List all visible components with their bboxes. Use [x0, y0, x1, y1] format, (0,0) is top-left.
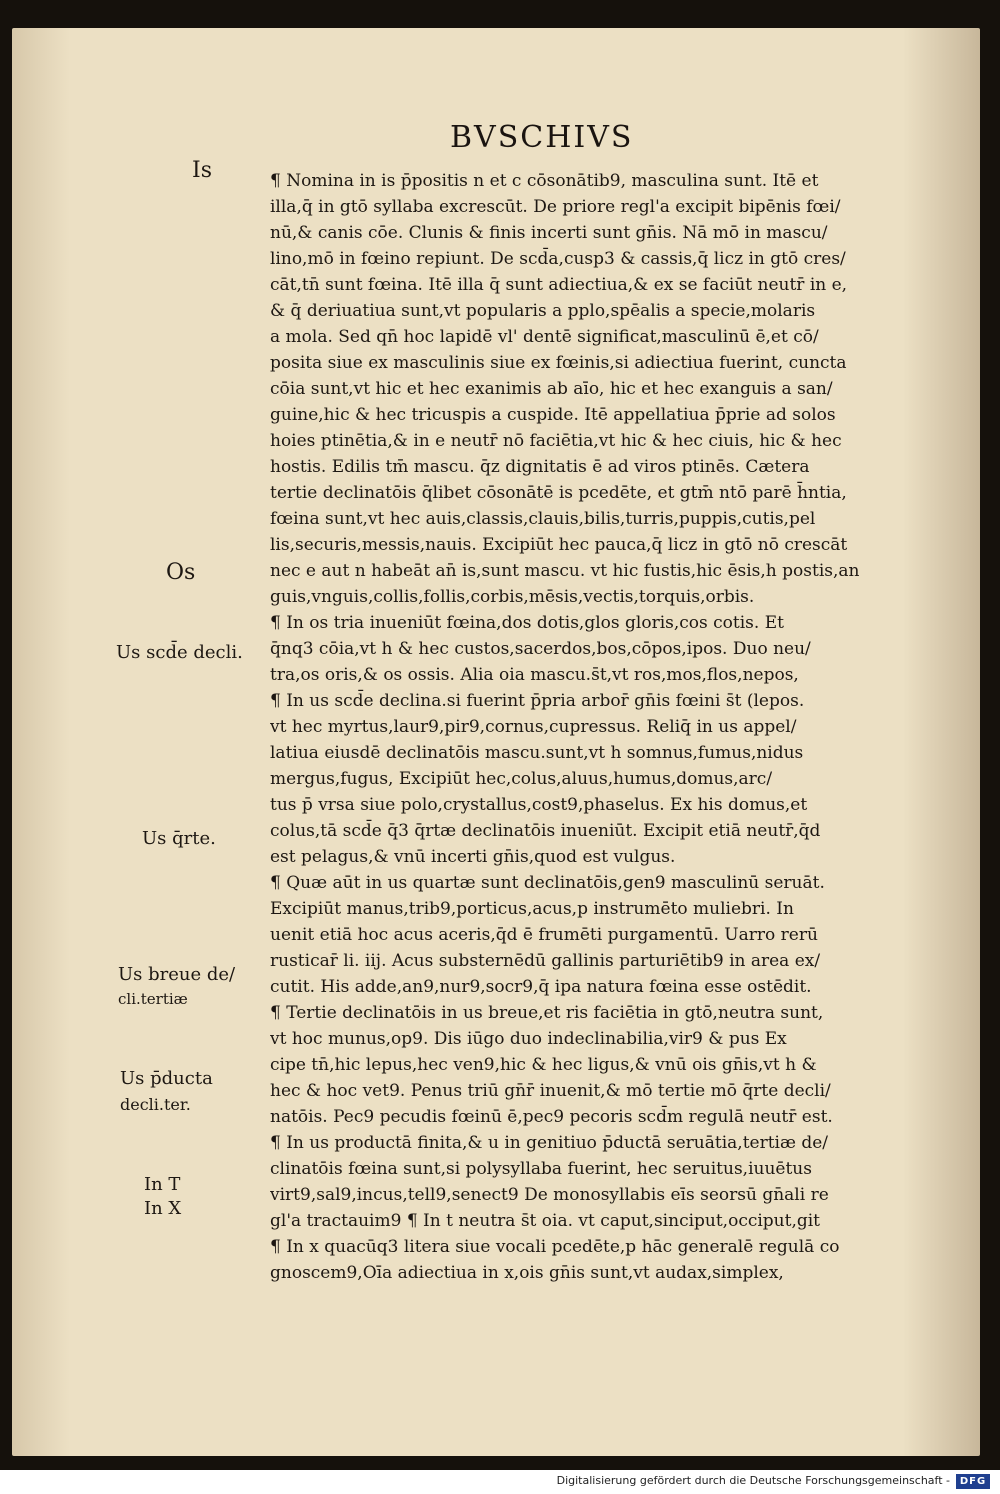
text-line: guine,hic & hec tricuspis a cuspide. Itē appellatiua p̄prie ad solos: [270, 405, 836, 425]
text-line: cutit. His adde,an9,nur9,socr9,q̄ ipa natura fœina esse ostēdit.: [270, 977, 812, 997]
text-line: q̄nq3 cōia,vt h & hec custos,sacerdos,bos,cōpos,ipos. Duo neu/: [270, 639, 811, 659]
margin-note-in-t: In T: [144, 1174, 181, 1195]
text-line: ¶ Tertie declinatōis in us breue,et ris faciētia in gtō,neutra sunt,: [270, 1003, 824, 1023]
text-line: gl'a tractauim9 ¶ In t neutra s̄t oia. vt caput,sinciput,occiput,git: [270, 1211, 821, 1231]
text-line: posita siue ex masculinis siue ex fœinis,si adiectiua fuerint, cuncta: [270, 353, 847, 373]
margin-note-decli-ter: decli.ter.: [120, 1095, 191, 1114]
text-line: hec & hoc vet9. Penus triū gn̄r̄ inuenit,& mō tertie mō q̄rte decli/: [270, 1081, 831, 1101]
margin-note-us-secunde: Us scd̄e decli.: [116, 642, 243, 663]
text-line: ¶ In us scd̄e declina.si fuerint p̄pria arbor̄ gn̄is fœini s̄t (lepos.: [270, 691, 805, 711]
footer-bar: [0, 1470, 1000, 1494]
text-line: ¶ In us productā finita,& u in genitiuo p̄ductā seruātia,tertiæ de/: [270, 1133, 829, 1153]
text-line: uenit etiā hoc acus aceris,q̄d ē frumēti purgamentū. Uarro rerū: [270, 925, 818, 945]
page-heading: BVSCHIVS: [450, 120, 634, 155]
text-line: tus p̄ vrsa siue polo,crystallus,cost9,phaselus. Ex his domus,et: [270, 795, 808, 815]
text-line: hoies ptinētia,& in e neutr̄ nō faciētia,vt hic & hec ciuis, hic & hec: [270, 431, 842, 451]
text-line: ¶ In os tria inueniūt fœina,dos dotis,glos gloris,cos cotis. Et: [270, 613, 784, 633]
text-line: tertie declinatōis q̄libet cōsonātē is pcedēte, et gtm̄ ntō parē h̄ntia,: [270, 483, 847, 503]
text-line: est pelagus,& vnū incerti gn̄is,quod est vulgus.: [270, 847, 676, 867]
text-line: illa,q̄ in gtō syllaba excrescūt. De priore regl'a excipit bipēnis fœi/: [270, 197, 841, 217]
text-line: cāt,tn̄ sunt fœina. Itē illa q̄ sunt adiectiua,& ex se faciūt neutr̄ in e,: [270, 275, 848, 295]
text-line: vt hoc munus,op9. Dis iūgo duo indeclinabilia,vir9 & pus Ex: [270, 1029, 787, 1049]
text-line: lis,securis,messis,nauis. Excipiūt hec pauca,q̄ licz in gtō nō crescāt: [270, 535, 848, 555]
margin-note-us-quarte: Us q̄rte.: [142, 828, 216, 849]
text-line: ¶ In x quacūq3 litera siue vocali pcedēte,p hāc generalē regulā co: [270, 1237, 840, 1257]
text-line: clinatōis fœina sunt,si polysyllaba fuerint, hec seruitus,iuuētus: [270, 1159, 812, 1179]
text-line: mergus,fugus, Excipiūt hec,colus,aluus,humus,domus,arc/: [270, 769, 773, 789]
text-line: ¶ Nomina in is p̄positis n et c cōsonātib9, masculina sunt. Itē et: [270, 171, 819, 191]
text-line: vt hec myrtus,laur9,pir9,cornus,cupressus. Reliq̄ in us appel/: [270, 717, 797, 737]
text-line: rusticar̄ li. iij. Acus substernēdū gallinis parturiētib9 in area ex/: [270, 951, 821, 971]
body-text: [270, 168, 920, 1286]
text-line: Excipiūt manus,trib9,porticus,acus,p instrumēto muliebri. In: [270, 899, 794, 919]
text-line: natōis. Pec9 pecudis fœinū ē,pec9 pecoris scd̄m regulā neutr̄ est.: [270, 1107, 833, 1127]
text-line: ¶ Quæ aūt in us quartæ sunt declinatōis,gen9 masculinū seruāt.: [270, 873, 825, 893]
text-line: & q̄ deriuatiua sunt,vt popularis a pplo,spēalis a specie,molaris: [270, 301, 816, 321]
margin-note-is: Is: [192, 158, 212, 183]
text-line: nū,& canis cōe. Clunis & finis incerti sunt gn̄is. Nā mō in mascu/: [270, 223, 828, 243]
margin-note-in-x: In X: [144, 1198, 182, 1219]
text-line: cōia sunt,vt hic et hec exanimis ab aīo, hic et hec exanguis a san/: [270, 379, 833, 399]
book-page: [12, 28, 980, 1456]
text-line: hostis. Edilis tm̄ mascu. q̄z dignitatis ē ad viros ptinēs. Cætera: [270, 457, 810, 477]
text-line: guis,vnguis,collis,follis,corbis,mēsis,vectis,torquis,orbis.: [270, 587, 755, 607]
footer-credit: Digitalisierung gefördert durch die Deutsche Forschungsgemeinschaft -: [556, 1474, 950, 1487]
text-line: nec e aut n habeāt an̄ is,sunt mascu. vt hic fustis,hic ēsis,h postis,an: [270, 561, 860, 581]
text-line: cipe tn̄,hic lepus,hec ven9,hic & hec ligus,& vnū ois gn̄is,vt h &: [270, 1055, 817, 1075]
margin-note-us-producta: Us p̄ducta: [120, 1068, 213, 1089]
margin-note-us-breue: Us breue de/: [118, 964, 236, 985]
text-line: a mola. Sed qn̄ hoc lapidē vl' dentē significat,masculinū ē,et cō/: [270, 327, 819, 347]
margin-note-os: Os: [166, 560, 196, 585]
text-line: gnoscem9,Oīa adiectiua in x,ois gn̄is sunt,vt audax,simplex,: [270, 1263, 784, 1283]
text-line: tra,os oris,& os ossis. Alia oia mascu.s̄t,vt ros,mos,flos,nepos,: [270, 665, 799, 685]
text-line: fœina sunt,vt hec auis,classis,clauis,bilis,turris,puppis,cutis,pel: [270, 509, 816, 529]
text-line: lino,mō in fœino repiunt. De scd̄a,cusp3 & cassis,q̄ licz in gtō cres/: [270, 249, 846, 269]
text-line: colus,tā scd̄e q̄3 q̄rtæ declinatōis inueniūt. Excipit etiā neutr̄,q̄d: [270, 821, 821, 841]
text-line: virt9,sal9,incus,tell9,senect9 De monosyllabis eīs seorsū gn̄ali re: [270, 1185, 829, 1205]
text-line: latiua eiusdē declinatōis mascu.sunt,vt h somnus,fumus,nidus: [270, 743, 804, 763]
dfg-logo-icon: DFG: [956, 1474, 990, 1489]
margin-note-cli-tertiae: cli.tertiæ: [118, 990, 188, 1008]
